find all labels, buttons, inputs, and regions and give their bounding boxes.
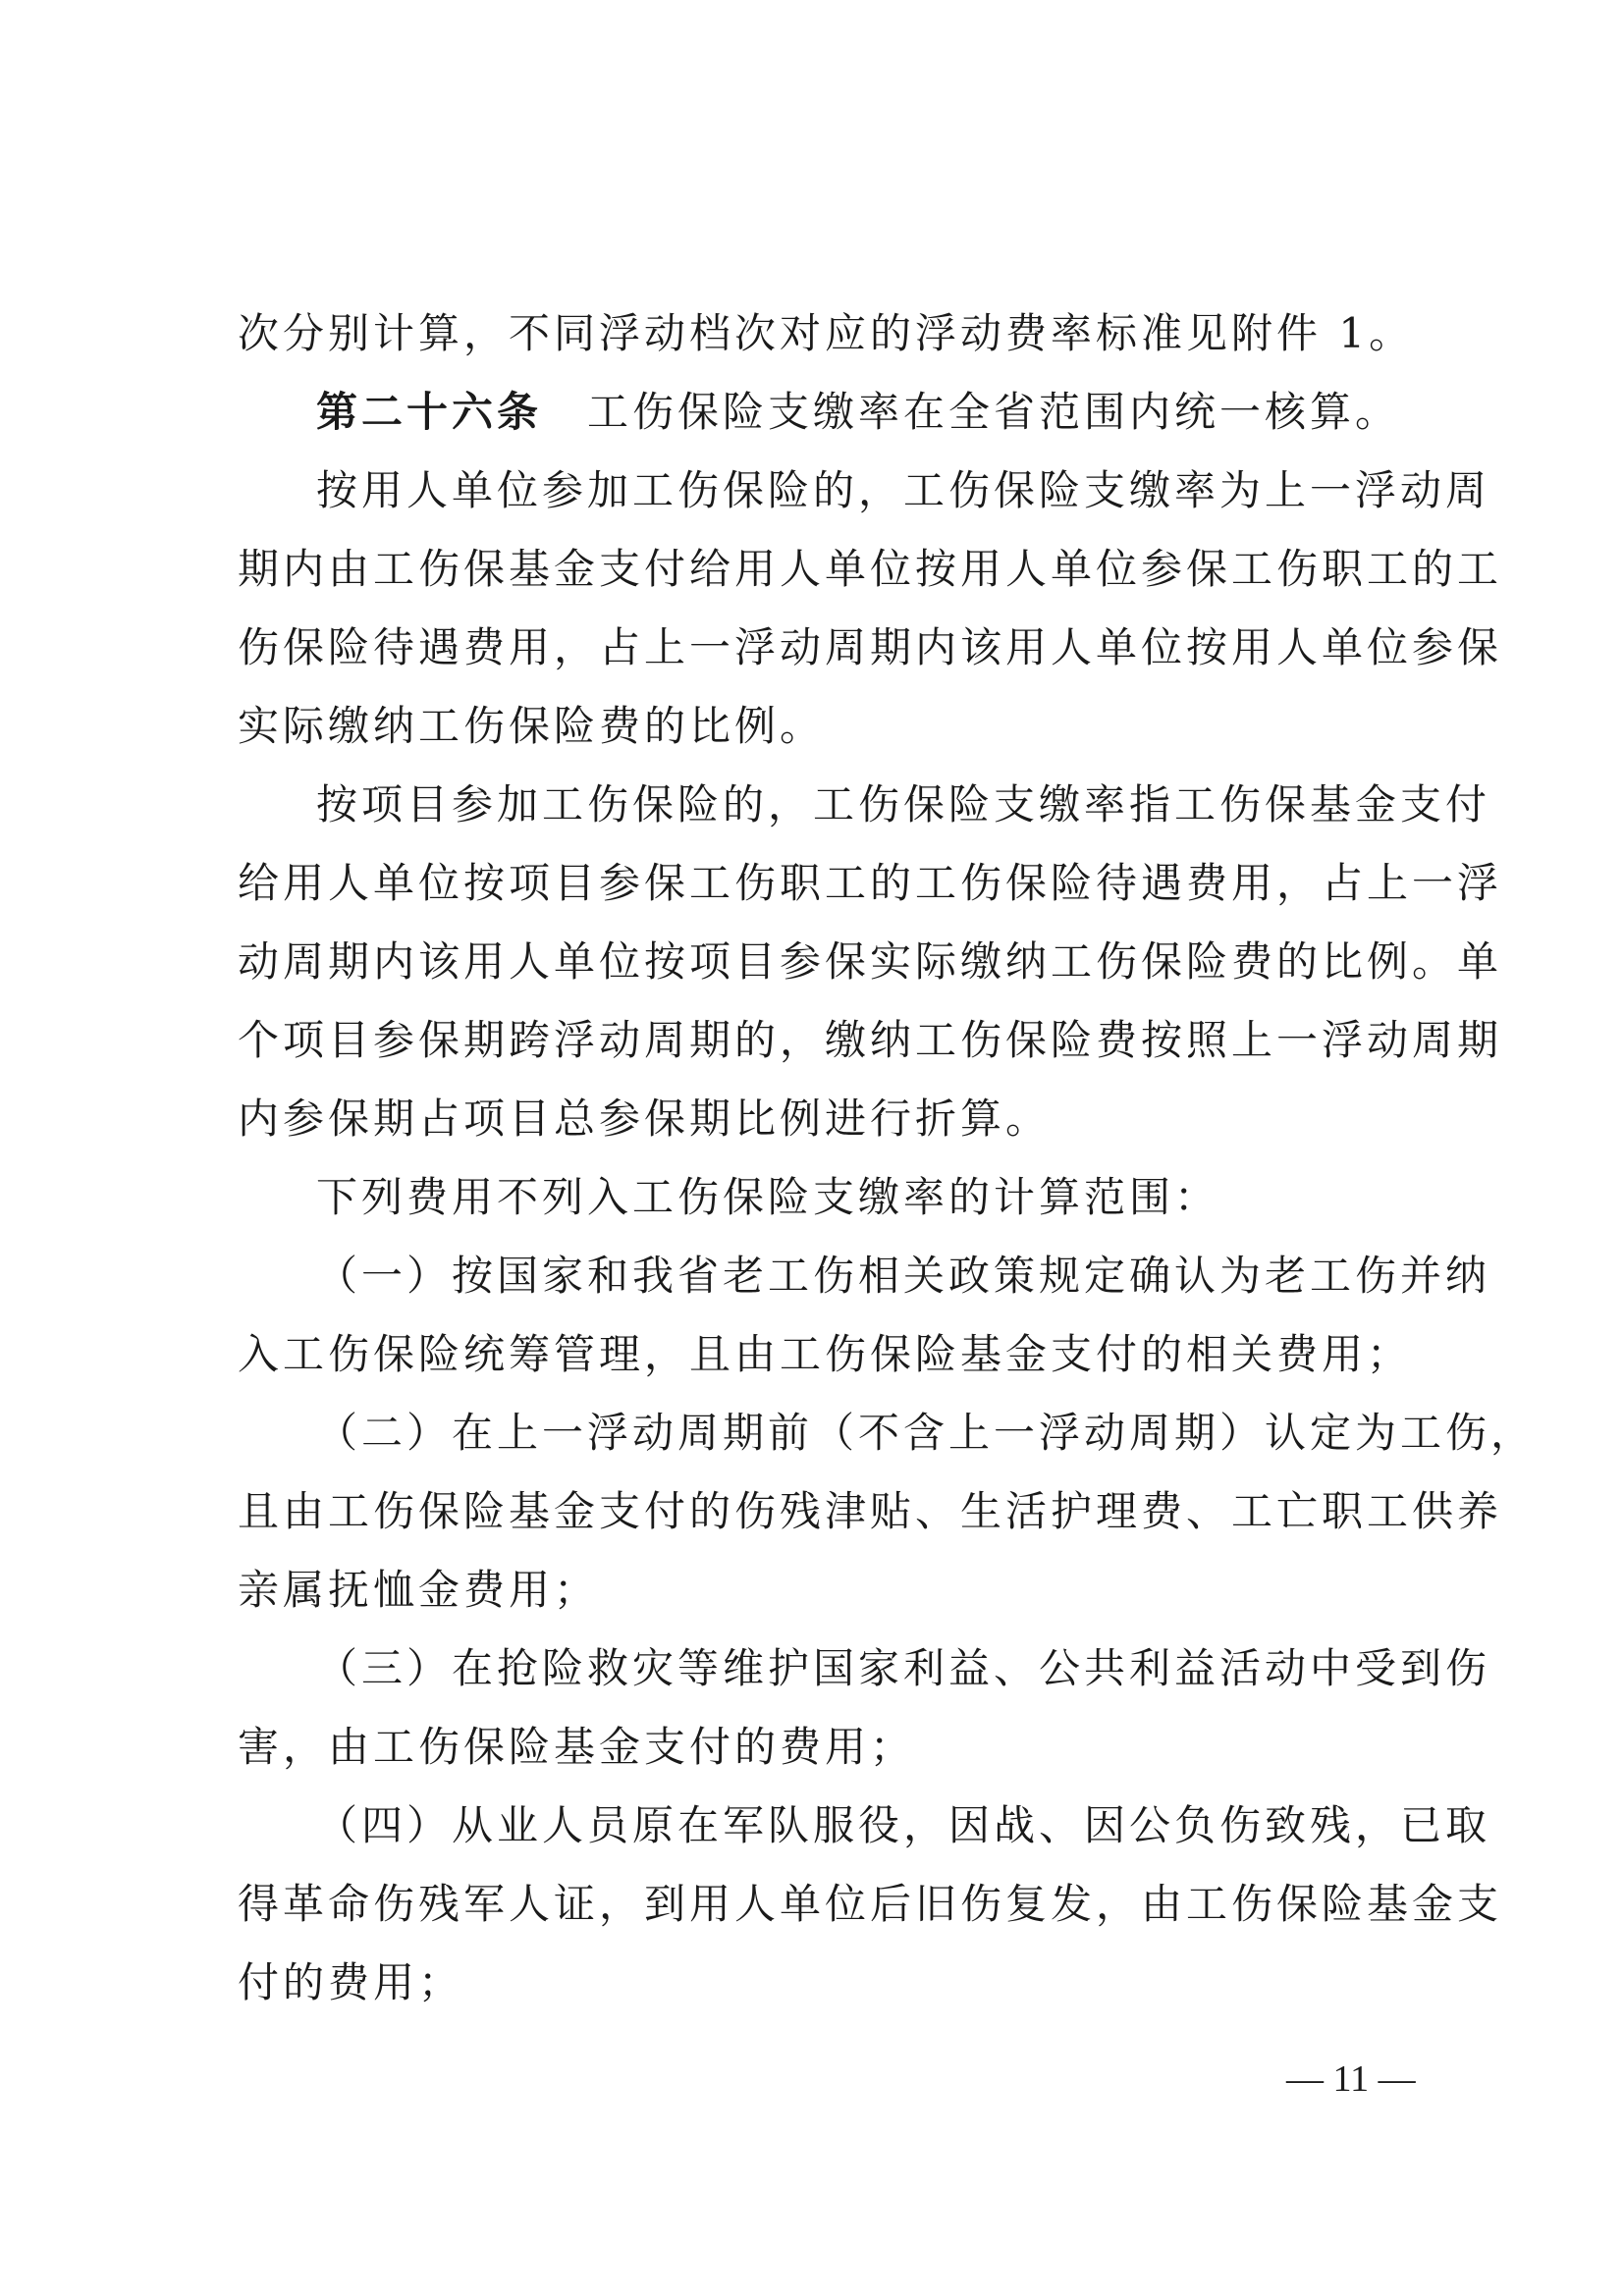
list-item-line: 入工伤保险统筹管理，且由工伤保险基金支付的相关费用； <box>238 1330 1413 1378</box>
list-item-line: （四）从业人员原在军队服役，因战、因公负伤致残，已取 <box>316 1801 1491 1849</box>
article-text: 工伤保险支缴率在全省范围内统一核算。 <box>587 388 1401 436</box>
paragraph-line: 内参保期占项目总参保期比例进行折算。 <box>238 1095 1052 1143</box>
paragraph-line: 按项目参加工伤保险的，工伤保险支缴率指工伤保基金支付 <box>316 780 1491 828</box>
page-number: — 11 — <box>1286 2058 1416 2100</box>
list-item-line: 且由工伤保险基金支付的伤残津贴、生活护理费、工亡职工供养 <box>238 1487 1503 1535</box>
list-item-line: 害，由工伤保险基金支付的费用； <box>238 1723 916 1771</box>
list-item-line: （二）在上一浮动周期前（不含上一浮动周期）认定为工伤， <box>316 1409 1537 1457</box>
paragraph-line: 下列费用不列入工伤保险支缴率的计算范围： <box>316 1173 1220 1221</box>
list-item-line: 亲属抚恤金费用； <box>238 1566 600 1614</box>
list-item-line: 付的费用； <box>238 1958 464 2006</box>
paragraph-line: 动周期内该用人单位按项目参保实际缴纳工伤保险费的比例。单 <box>238 937 1503 986</box>
paragraph-line: 期内由工伤保基金支付给用人单位按用人单位参保工伤职工的工 <box>238 545 1503 593</box>
paragraph-line: 实际缴纳工伤保险费的比例。 <box>238 702 826 750</box>
paragraph-line: 次分别计算，不同浮动档次对应的浮动费率标准见附件 1。 <box>238 309 1415 357</box>
list-item-line: 得革命伤残军人证，到用人单位后旧伤复发，由工伤保险基金支 <box>238 1880 1503 1928</box>
paragraph-line: 伤保险待遇费用，占上一浮动周期内该用人单位按用人单位参保 <box>238 623 1503 671</box>
article-26 <box>316 385 1400 440</box>
paragraph-line: 按用人单位参加工伤保险的，工伤保险支缴率为上一浮动周 <box>316 466 1491 514</box>
list-item-line: （三）在抢险救灾等维护国家利益、公共利益活动中受到伤 <box>316 1644 1491 1692</box>
paragraph-line: 个项目参保期跨浮动周期的，缴纳工伤保险费按照上一浮动周期 <box>238 1016 1503 1064</box>
list-item-line: （一）按国家和我省老工伤相关政策规定确认为老工伤并纳 <box>316 1252 1491 1300</box>
paragraph-line: 给用人单位按项目参保工伤职工的工伤保险待遇费用，占上一浮 <box>238 859 1503 907</box>
article-heading: 第二十六条 <box>316 388 543 436</box>
